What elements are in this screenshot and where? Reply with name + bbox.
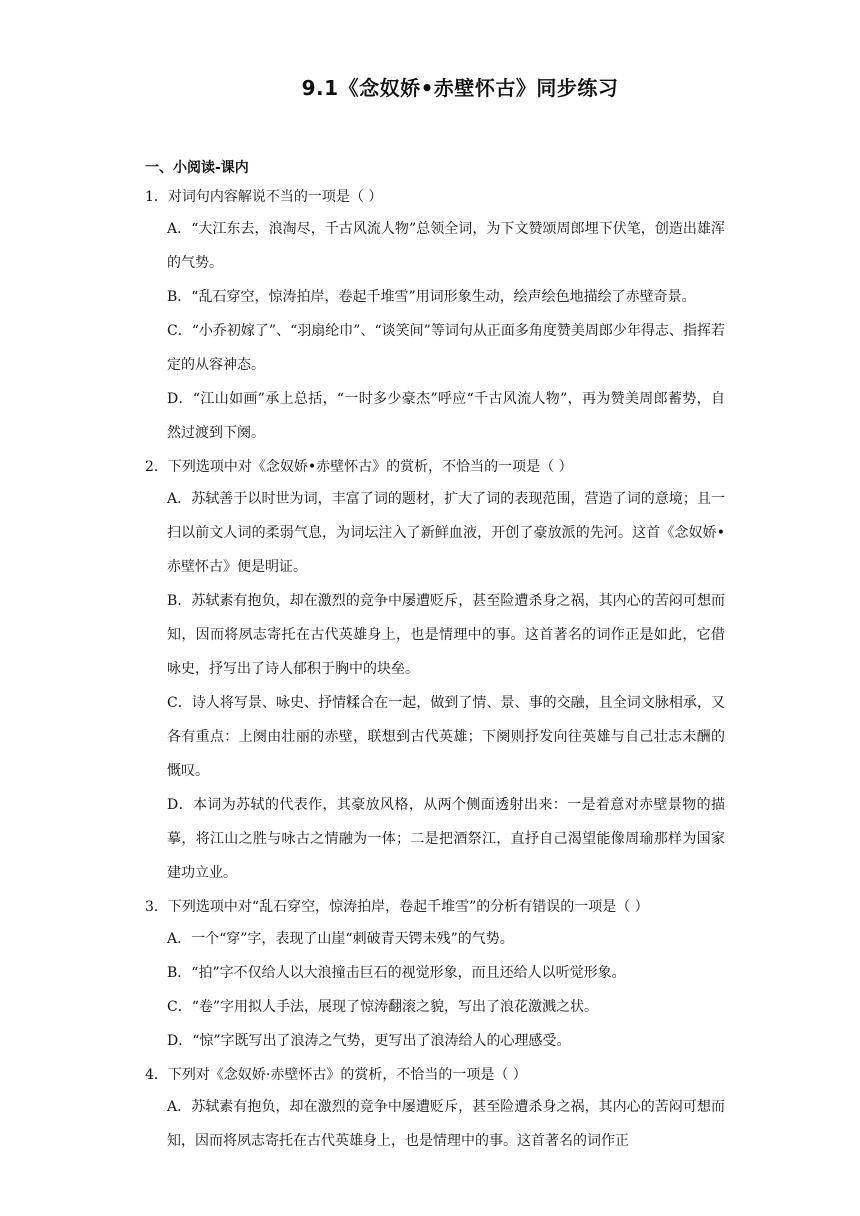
question-list (145, 182, 725, 1160)
option-d: D．本词为苏轼的代表作，其豪放风格，从两个侧面透射出来：一是着意对赤壁景物的描摹，将江山之胜与咏古之情融为一体；二是把酒祭江，直抒自己渴望能像周瑜那样为国家建功立业。 (167, 797, 725, 881)
section-heading: 一、小阅读-课内 (145, 160, 249, 176)
question-stem: 2．下列选项中对《念奴娇•赤壁怀古》的赏析，不恰当的一项是（ ） (145, 459, 573, 475)
question-1 (145, 182, 725, 450)
option-a: A．苏轼素有抱负，却在激烈的竞争中屡遭贬斥，甚至险遭杀身之祸，其内心的苦闷可想而知，因而将夙志寄托在古代英雄身上，也是情理中的事。这首著名的词作正 (167, 1099, 725, 1149)
option-b: B．苏轼素有抱负，却在激烈的竞争中屡遭贬斥，甚至险遭杀身之祸，其内心的苦闷可想而知，因而将夙志寄托在古代英雄身上，也是情理中的事。这首著名的词作正是如此，它借咏史，抒写出了诗人郁积于胸中的块垒。 (167, 593, 725, 677)
option-a: A．一个“穿”字，表现了山崖“刺破青天锷未残”的气势。 (167, 931, 514, 947)
option-a: A．苏轼善于以时世为词，丰富了词的题材，扩大了词的表现范围，营造了词的意境；且一扫以前文人词的柔弱气息，为词坛注入了新鲜血液，开创了豪放派的先河。这首《念奴娇•赤壁怀古》便是明证。 (167, 491, 725, 575)
question-stem: 3．下列选项中对“乱石穿空，惊涛拍岸，卷起千堆雪”的分析有错误的一项是（ ） (145, 899, 649, 915)
question-4 (145, 1060, 725, 1158)
option-a: A．“大江东去，浪淘尽，千古风流人物”总领全词，为下文赞颂周郎埋下伏笔，创造出雄浑的气势。 (167, 221, 725, 271)
question-stem: 4．下列对《念奴娇·赤壁怀古》的赏析，不恰当的一项是（ ） (145, 1067, 527, 1083)
question-2 (145, 452, 725, 890)
option-d: D．“江山如画”承上总括，“一时多少豪杰”呼应“千古风流人物”，再为赞美周郎蓄势，自然过渡到下阕。 (167, 391, 725, 441)
option-c: C．“小乔初嫁了”、“羽扇纶巾”、“谈笑间”等词句从正面多角度赞美周郎少年得志、指挥若定的从容神态。 (167, 323, 725, 373)
option-b: B．“拍”字不仅给人以大浪撞击巨石的视觉形象，而且还给人以听觉形象。 (167, 965, 626, 981)
question-stem: 1．对词句内容解说不当的一项是（ ） (145, 189, 383, 205)
page-title: 9.1《念奴娇•赤壁怀古》同步练习 (301, 76, 619, 100)
option-c: C．诗人将写景、咏史、抒情糅合在一起，做到了情、景、事的交融，且全词文脉相承，又各有重点：上阕由壮丽的赤壁，联想到古代英雄；下阕则抒发向往英雄与自己壮志未酬的慨叹。 (167, 695, 725, 779)
option-d: D．“惊”字既写出了浪涛之气势，更写出了浪涛给人的心理感受。 (167, 1033, 571, 1049)
question-3 (145, 892, 725, 1058)
option-b: B．“乱石穿空，惊涛拍岸，卷起千堆雪”用词形象生动，绘声绘色地描绘了赤壁奇景。 (167, 289, 696, 305)
option-c: C．“卷”字用拟人手法，展现了惊涛翻滚之貌，写出了浪花激溅之状。 (167, 999, 599, 1015)
